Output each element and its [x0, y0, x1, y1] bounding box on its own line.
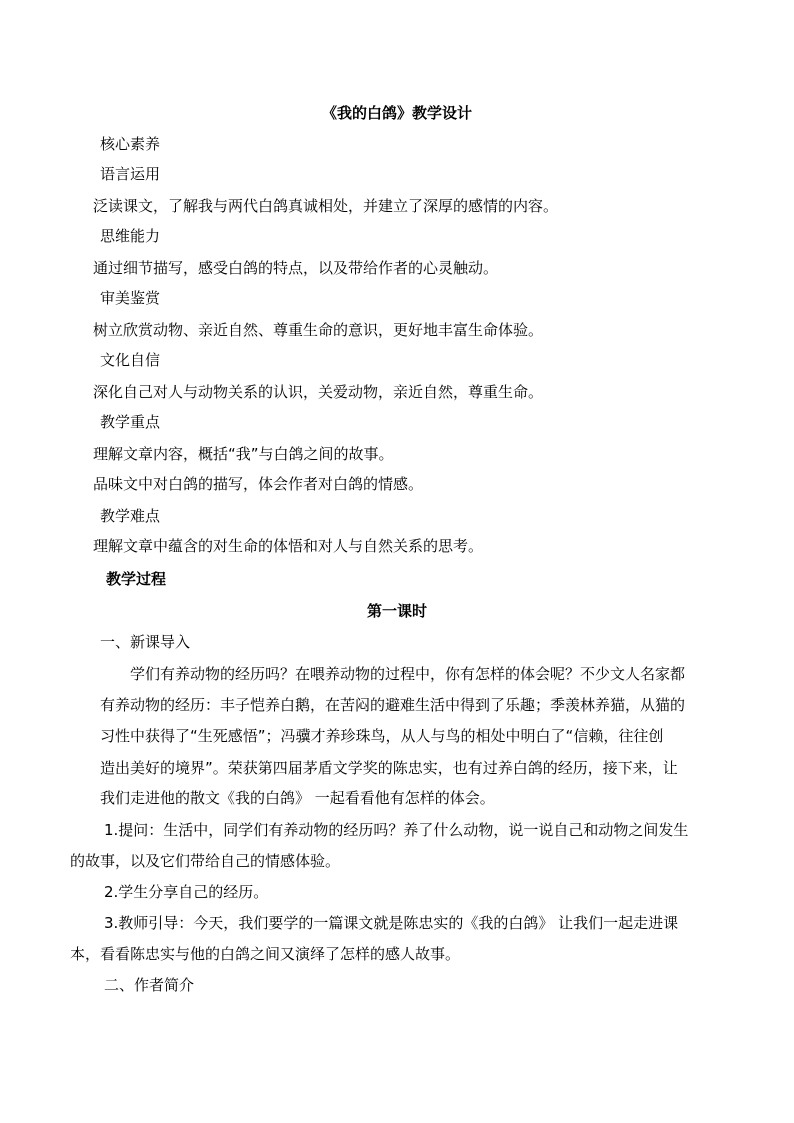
step-2: 2.学生分享自己的经历。	[104, 883, 269, 901]
document-title: 《我的白鸽》教学设计	[321, 104, 472, 122]
process-heading: 教学过程	[106, 570, 167, 588]
step-1-line: 的故事，以及它们带给自己的情感体验。	[70, 852, 341, 870]
culture-text: 深化自己对人与动物关系的认识，关爱动物，亲近自然，尊重生命。	[93, 383, 544, 401]
intro-para-line: 学们有养动物的经历吗？在喂养动物的过程中，你有怎样的体会呢？不少文人名家都	[130, 665, 686, 683]
core-literacy-heading: 核心素养	[100, 135, 161, 153]
step-1-line: 1.提问：生活中，同学们有养动物的经历吗？养了什么动物，说一说自己和动物之间发生	[104, 821, 689, 839]
aesthetic-text: 树立欣赏动物、亲近自然、尊重生命的意识，更好地丰富生命体验。	[93, 321, 544, 339]
difficulty-heading: 教学难点	[100, 507, 161, 525]
step-3-line: 3.教师引导：今天，我们要学的一篇课文就是陈忠实的《我的白鸽》 让我们一起走进课	[104, 914, 679, 932]
lesson-heading: 第一课时	[366, 602, 427, 620]
intro-para-line: 造出美好的境界”。荣获第四届茅盾文学奖的陈忠实，也有过养白鸽的经历，接下来，让	[100, 759, 678, 777]
intro-para-line: 有养动物的经历：丰子恺养白鹅，在苦闷的避难生活中得到了乐趣；季羡林养猫，从猫的	[100, 696, 686, 714]
language-text: 泛读课文，了解我与两代白鸽真诚相处，并建立了深厚的感情的内容。	[93, 197, 559, 215]
intro-para-line: 习性中获得了“生死感悟”；冯骥才养珍珠鸟，从人与鸟的相处中明白了“信赖，往往创	[100, 727, 664, 745]
step-3-line: 本，看看陈忠实与他的白鸽之间又演绎了怎样的感人故事。	[70, 945, 461, 963]
difficulty-text: 理解文章中蕴含的对生命的体悟和对人与自然关系的思考。	[93, 537, 484, 555]
section-2-heading: 二、作者简介	[104, 976, 195, 994]
section-1-heading: 一、新课导入	[100, 633, 191, 651]
culture-heading: 文化自信	[100, 351, 161, 369]
language-heading: 语言运用	[100, 165, 161, 183]
aesthetic-heading: 审美鉴赏	[100, 289, 161, 307]
thinking-heading: 思维能力	[100, 227, 161, 245]
intro-para-line: 我们走进他的散文《我的白鸽》 一起看看他有怎样的体会。	[100, 789, 495, 807]
key-points-heading: 教学重点	[100, 413, 161, 431]
key-point-2: 品味文中对白鸽的描写，体会作者对白鸽的情感。	[93, 475, 424, 493]
key-point-1: 理解文章内容，概括“我”与白鸽之间的故事。	[93, 445, 394, 463]
thinking-text: 通过细节描写，感受白鸽的特点，以及带给作者的心灵触动。	[93, 259, 499, 277]
